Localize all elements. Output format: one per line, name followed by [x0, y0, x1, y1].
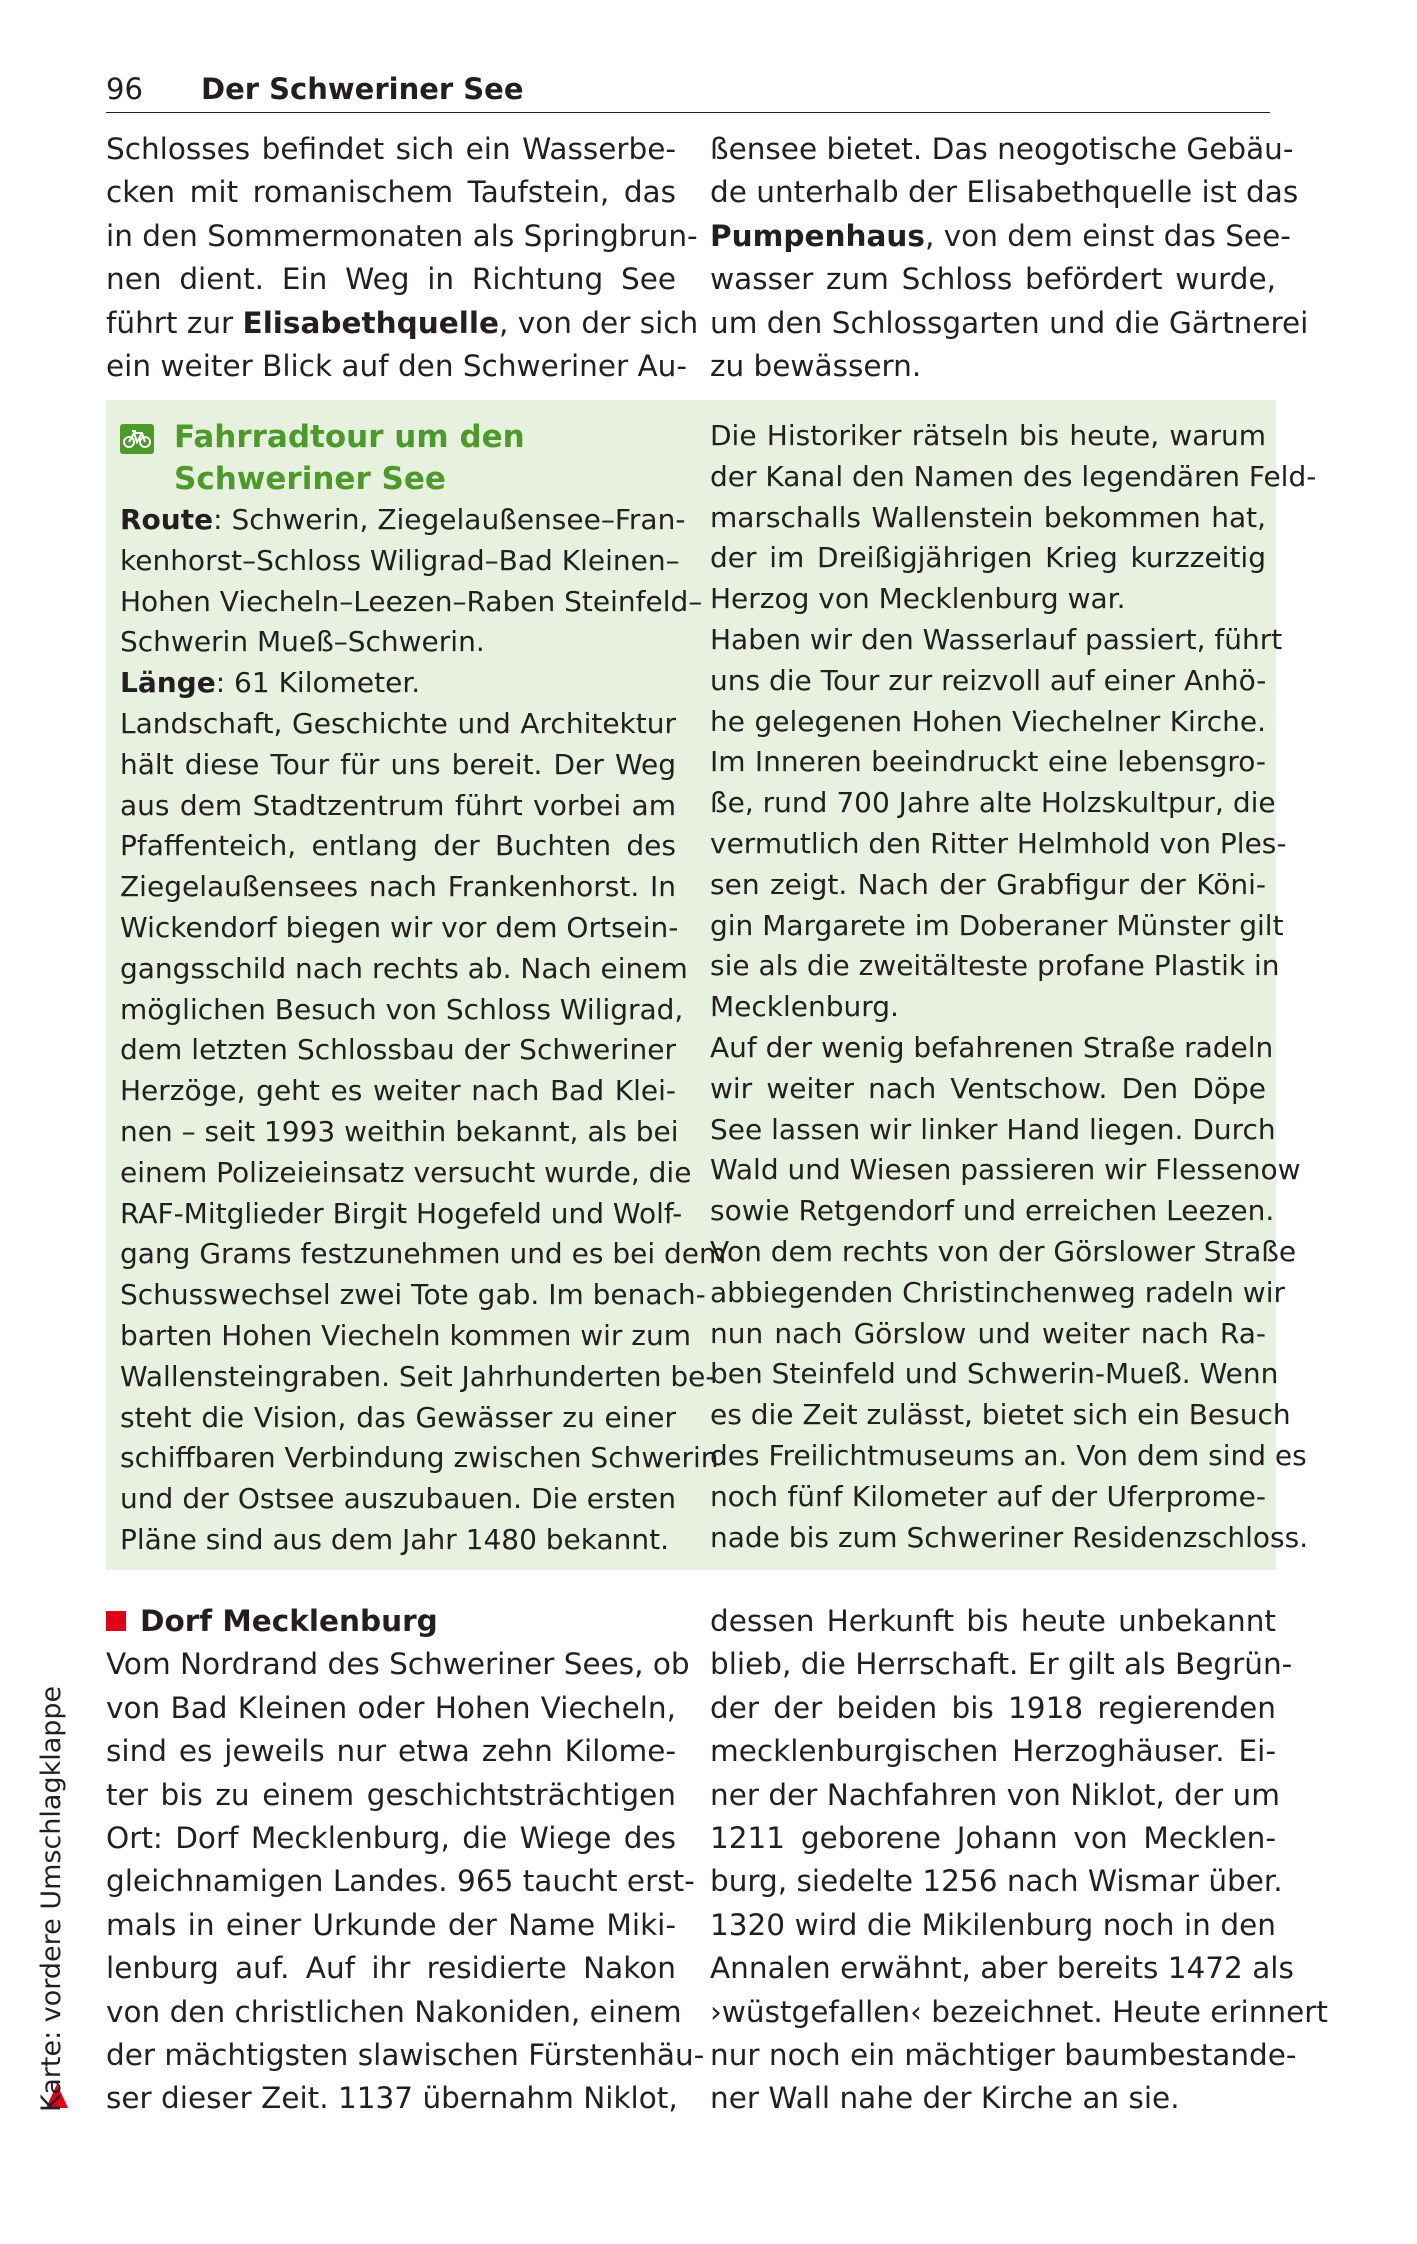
- infobox-text-line: der Kanal den Namen des legendären Feld-: [710, 459, 1317, 493]
- infobox-left-column: [120, 416, 727, 1561]
- infobox-text-line: aus dem Stadtzentrum führt vorbei am: [120, 788, 676, 822]
- infobox-text-line: abbiegenden Christinchenweg radeln wir: [710, 1275, 1285, 1309]
- infobox-text-line: möglichen Besuch von Schloss Wiligrad,: [120, 992, 684, 1026]
- text-line: Vom Nordrand des Schweriner Sees, ob: [106, 1647, 690, 1682]
- infobox-text-line: Route: Schwerin, Ziegelaußensee–Fran-: [120, 503, 686, 536]
- text-line: ›wüstgefallen‹ bezeichnet. Heute erinnert: [710, 1994, 1328, 2029]
- text-line: ein weiter Blick auf den Schweriner Au-: [106, 348, 688, 383]
- bold-term: Länge: [120, 666, 216, 700]
- text-line: zu bewässern.: [710, 348, 922, 383]
- infobox-text-line: gin Margarete im Doberaner Münster gilt: [710, 908, 1284, 942]
- infobox-text-line: barten Hohen Viecheln kommen wir zum: [120, 1318, 692, 1352]
- text-line: Pumpenhaus, von dem einst das See-: [710, 218, 1291, 253]
- infobox-text-line: See lassen wir linker Hand liegen. Durch: [710, 1112, 1276, 1146]
- text-line: burg, siedelte 1256 nach Wismar über.: [710, 1864, 1283, 1899]
- infobox-text-line: Herzog von Mecklenburg war.: [710, 582, 1126, 616]
- text-line: nur noch ein mächtiger baumbestande-: [710, 2037, 1297, 2072]
- infobox-text-line: einem Polizeieinsatz versucht wurde, die: [120, 1155, 692, 1189]
- infobox-text-line: ße, rund 700 Jahre alte Holzskultpur, die: [710, 786, 1276, 820]
- intro-text-left-column: [106, 128, 699, 388]
- text-line: von Bad Kleinen oder Hohen Viecheln,: [106, 1690, 676, 1725]
- map-reference-label: Karte: vordere Umschlagklappe: [36, 1685, 67, 2112]
- bold-term: Elisabethquelle: [242, 305, 499, 340]
- infobox-text-line: ben Steinfeld und Schwerin-Mueß. Wenn: [710, 1357, 1279, 1391]
- infobox-text-line: Mecklenburg.: [710, 990, 899, 1024]
- page-header: [106, 70, 1270, 113]
- text-line: dessen Herkunft bis heute unbekannt: [710, 1604, 1276, 1638]
- infobox-text-line: marschalls Wallenstein bekommen hat,: [710, 500, 1266, 534]
- infobox-text-line: sie als die zweitälteste profane Plastik in: [710, 949, 1280, 983]
- infobox-text-line: Wallensteingraben. Seit Jahrhunderten be-: [120, 1359, 716, 1393]
- infobox-text-line: Herzöge, geht es weiter nach Bad Klei-: [120, 1074, 676, 1108]
- text-line: wasser zum Schloss befördert wurde,: [710, 262, 1276, 297]
- text-line: der mächtigsten slawischen Fürstenhäu-: [106, 2037, 705, 2072]
- section-right-column: [710, 1600, 1328, 2121]
- text-line: lenburg auf. Auf ihr residierte Nakon: [106, 1951, 676, 1986]
- infobox-text-line: dem letzten Schlossbau der Schweriner: [120, 1033, 676, 1067]
- text-line: ner Wall nahe der Kirche an sie.: [710, 2081, 1180, 2116]
- text-line: ner der Nachfahren von Niklot, der um: [710, 1777, 1280, 1812]
- infobox-text-line: Länge: 61 Kilometer.: [120, 666, 421, 700]
- infobox-text-line: Hohen Viecheln–Leezen–Raben Steinfeld–: [120, 584, 703, 618]
- infobox-text-line: nun nach Görslow und weiter nach Ra-: [710, 1316, 1266, 1350]
- text-line: Ort: Dorf Mecklenburg, die Wiege des: [106, 1820, 676, 1855]
- section-heading: Dorf Mecklenburg: [106, 1600, 676, 1643]
- infobox-text-line: sowie Retgendorf und erreichen Leezen.: [710, 1194, 1275, 1228]
- infobox-text-line: Von dem rechts von der Görslower Straße: [710, 1234, 1297, 1268]
- infobox-title-line: Schweriner See: [174, 461, 446, 497]
- infobox-text-line: Schwerin Mueß–Schwerin.: [120, 625, 485, 659]
- section-marker-square-icon: [106, 1611, 126, 1631]
- infobox-text-line: Wickendorf biegen wir vor dem Ortsein-: [120, 910, 679, 944]
- infobox-title: [120, 416, 676, 500]
- text-line: der der beiden bis 1918 regierenden: [710, 1690, 1276, 1725]
- intro-text-right-column: [710, 128, 1309, 388]
- infobox-text-line: steht die Vision, das Gewässer zu einer: [120, 1400, 676, 1434]
- bold-term: Pumpenhaus: [710, 218, 925, 253]
- infobox-text-line: wir weiter nach Ventschow. Den Döpe: [710, 1071, 1266, 1105]
- infobox-text-line: uns die Tour zur reizvoll auf einer Anhö-: [710, 663, 1267, 697]
- infobox-text-line: gangsschild nach rechts ab. Nach einem: [120, 951, 688, 985]
- page-number: 96: [106, 72, 143, 106]
- infobox-text-line: he gelegenen Hohen Viechelner Kirche.: [710, 704, 1266, 738]
- text-line: nen dient. Ein Weg in Richtung See: [106, 262, 676, 297]
- section-left-column: [106, 1600, 705, 2121]
- text-line: in den Sommermonaten als Springbrun-: [106, 218, 698, 253]
- text-line: blieb, die Herrschaft. Er gilt als Begrün-: [710, 1647, 1293, 1682]
- infobox-text-line: Auf der wenig befahrenen Straße radeln: [710, 1030, 1274, 1064]
- infobox-text-line: der im Dreißigjährigen Krieg kurzzeitig: [710, 541, 1266, 575]
- infobox-text-line: des Freilichtmuseums an. Von dem sind es: [710, 1438, 1307, 1472]
- text-line: cken mit romanischem Taufstein, das: [106, 175, 676, 210]
- text-line: Schlosses befindet sich ein Wasserbe-: [106, 132, 676, 166]
- running-title: Der Schweriner See: [201, 72, 524, 106]
- text-line: von den christlichen Nakoniden, einem: [106, 1994, 682, 2029]
- infobox-text-line: Die Historiker rätseln bis heute, warum: [710, 419, 1266, 452]
- infobox-text-line: nen – seit 1993 weithin bekannt, als bei: [120, 1114, 679, 1148]
- infobox-text-line: noch fünf Kilometer auf der Uferprome-: [710, 1479, 1266, 1513]
- text-line: 1320 wird die Mikilenburg noch in den: [710, 1907, 1276, 1942]
- text-line: ßensee bietet. Das neogotische Gebäu-: [710, 132, 1294, 166]
- infobox-text-line: Haben wir den Wasserlauf passiert, führt: [710, 622, 1283, 656]
- text-line: 1211 geborene Johann von Mecklen-: [710, 1820, 1276, 1855]
- bold-term: Route: [120, 503, 214, 536]
- infobox-text-line: und der Ostsee auszubauen. Die ersten: [120, 1482, 676, 1516]
- infobox-text-line: Pfaffenteich, entlang der Buchten des: [120, 829, 676, 863]
- infobox-text-line: sen zeigt. Nach der Grabfigur der Köni-: [710, 867, 1266, 901]
- infobox-text-line: RAF-Mitglieder Birgit Hogefeld und Wolf-: [120, 1196, 683, 1230]
- infobox-text-line: hält diese Tour für uns bereit. Der Weg: [120, 747, 676, 781]
- infobox-text-line: Schusswechsel zwei Tote gab. Im benach-: [120, 1278, 706, 1312]
- infobox-title-line: Fahrradtour um den: [174, 419, 525, 455]
- text-line: ter bis zu einem geschichtsträchtigen: [106, 1777, 676, 1812]
- infobox-right-column: [710, 416, 1317, 1558]
- text-line: sind es jeweils nur etwa zehn Kilome-: [106, 1734, 676, 1769]
- text-line: gleichnamigen Landes. 965 taucht erst-: [106, 1864, 695, 1899]
- infobox-text-line: Ziegelaußensees nach Frankenhorst. In: [120, 870, 676, 904]
- text-line: de unterhalb der Elisabethquelle ist das: [710, 175, 1299, 210]
- infobox-text-line: es die Zeit zulässt, bietet sich ein Besuch: [710, 1398, 1291, 1432]
- infobox-text-line: schiffbaren Verbindung zwischen Schwerin: [120, 1441, 719, 1475]
- infobox-text-line: kenhorst–Schloss Wiligrad–Bad Kleinen–: [120, 543, 680, 577]
- infobox-text-line: vermutlich den Ritter Helmhold von Ples-: [710, 826, 1287, 860]
- text-line: ser dieser Zeit. 1137 übernahm Niklot,: [106, 2081, 678, 2116]
- infobox-text-line: Pläne sind aus dem Jahr 1480 bekannt.: [120, 1522, 670, 1556]
- text-line: um den Schlossgarten und die Gärtnerei: [710, 305, 1309, 340]
- infobox-text-line: gang Grams festzunehmen und es bei dem: [120, 1237, 727, 1271]
- text-line: Annalen erwähnt, aber bereits 1472 als: [710, 1951, 1294, 1986]
- text-line: mals in einer Urkunde der Name Miki-: [106, 1907, 676, 1942]
- text-line: mecklenburgischen Herzoghäuser. Ei-: [710, 1734, 1276, 1769]
- infobox-text-line: nade bis zum Schweriner Residenzschloss.: [710, 1520, 1309, 1554]
- infobox-text-line: Wald und Wiesen passieren wir Flessenow: [710, 1153, 1301, 1187]
- infobox-text-line: Im Inneren beeindruckt eine lebensgro-: [710, 745, 1266, 779]
- text-line: führt zur Elisabethquelle, von der sich: [106, 305, 699, 340]
- infobox-text-line: Landschaft, Geschichte und Architektur: [120, 706, 676, 740]
